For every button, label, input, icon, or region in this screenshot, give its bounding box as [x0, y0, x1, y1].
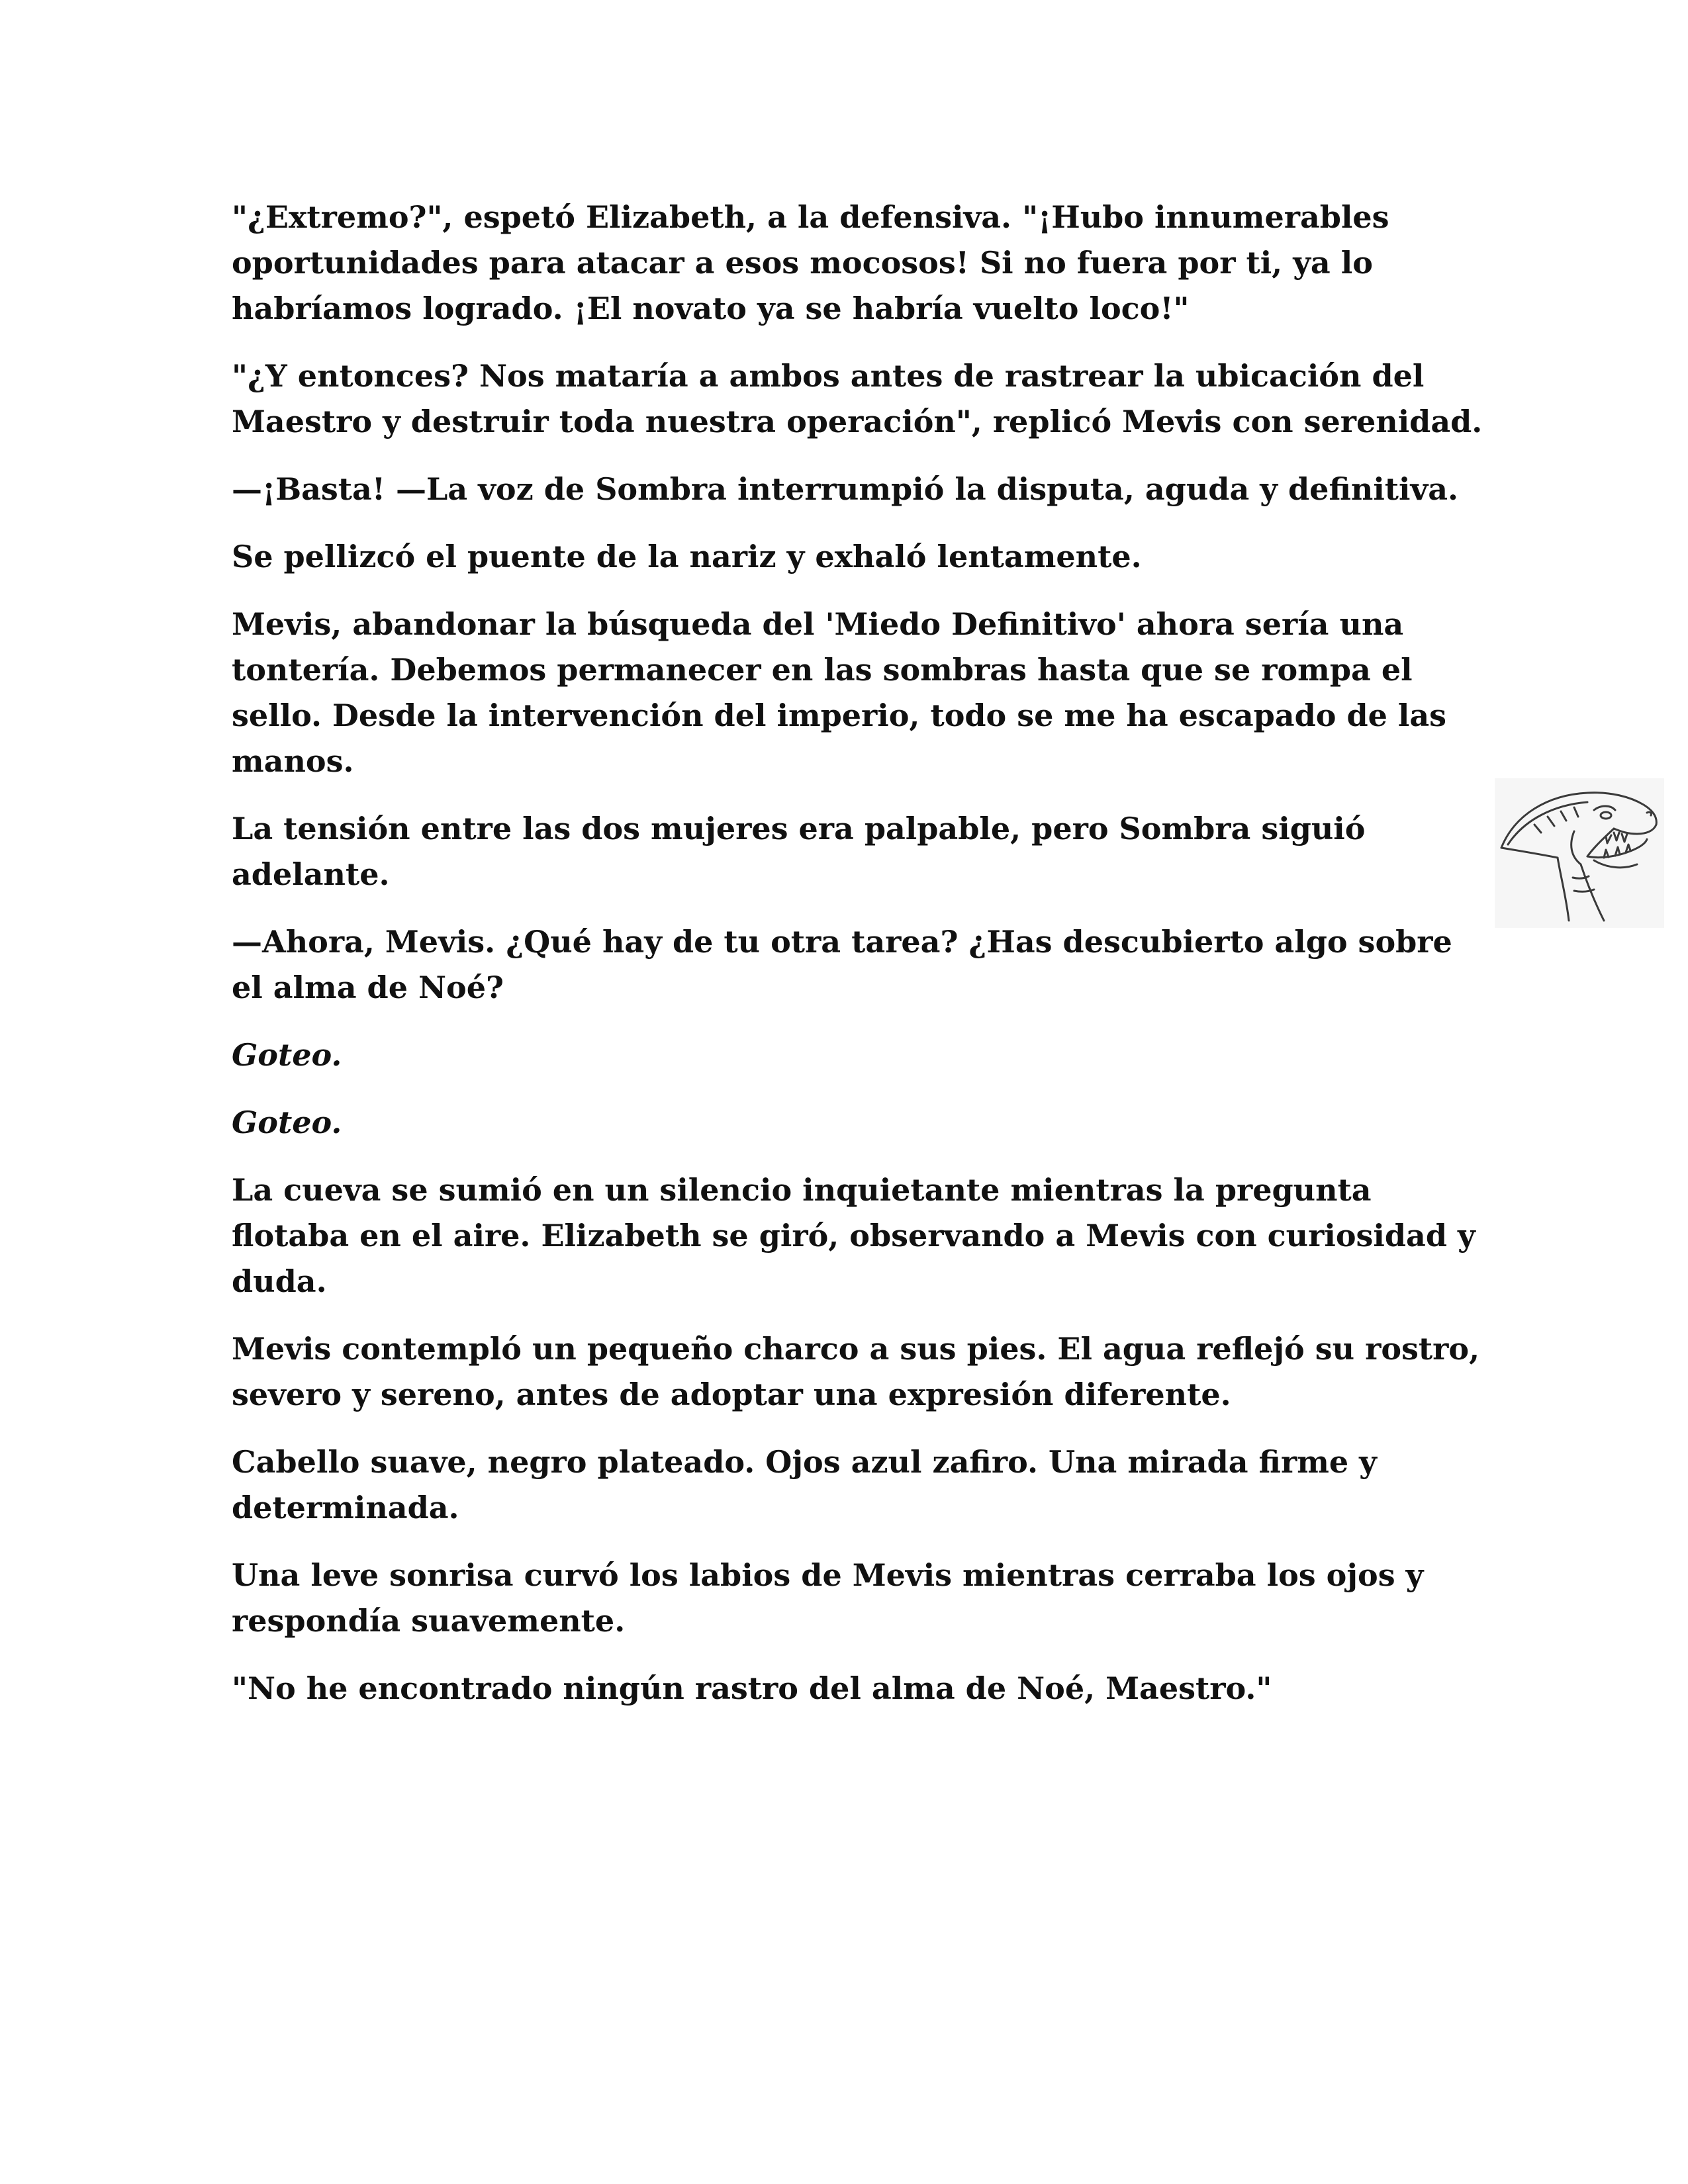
paragraph-3: —¡Basta! —La voz de Sombra interrumpió la disputa, aguda y definitiva.: [232, 471, 1459, 507]
paragraph-4: Se pellizcó el puente de la nariz y exhaló lentamente.: [232, 539, 1142, 574]
paragraph-8: Goteo.: [232, 1037, 342, 1073]
paragraph-13: Una leve sonrisa curvó los labios de Mevis mientras cerraba los ojos y respondía suavemente.: [232, 1557, 1424, 1639]
paragraph-11: Mevis contempló un pequeño charco a sus pies. El agua reflejó su rostro, severo y sereno, antes de adoptar una expresión diferente.: [232, 1331, 1480, 1412]
paragraph-5: Mevis, abandonar la búsqueda del 'Miedo Definitivo' ahora sería una tontería. Debemos permanecer en las sombras hasta que se rompa el sello. Desde la intervención del imperio, todo se me ha escapado de las manos.: [232, 606, 1447, 779]
paragraph-7: —Ahora, Mevis. ¿Qué hay de tu otra tarea? ¿Has descubierto algo sobre el alma de Noé?: [232, 924, 1452, 1005]
paragraph-12: Cabello suave, negro plateado. Ojos azul zafiro. Una mirada firme y determinada.: [232, 1444, 1377, 1525]
paragraph-9: Goteo.: [232, 1105, 342, 1140]
document-body: [232, 195, 1489, 1733]
dinosaur-head-icon: [1495, 778, 1664, 928]
paragraph-1: "¿Extremo?", espetó Elizabeth, a la defensiva. "¡Hubo innumerables oportunidades para atacar a esos mocosos! Si no fuera por ti, ya lo habríamos logrado. ¡El novato ya se habría vuelto loco!": [232, 199, 1389, 326]
paragraph-14: "No he encontrado ningún rastro del alma de Noé, Maestro.": [232, 1670, 1272, 1706]
paragraph-2: "¿Y entonces? Nos mataría a ambos antes de rastrear la ubicación del Maestro y destruir toda nuestra operación", replicó Mevis con serenidad.: [232, 358, 1483, 439]
paragraph-10: La cueva se sumió en un silencio inquietante mientras la pregunta flotaba en el aire. Elizabeth se giró, observando a Mevis con curiosidad y duda.: [232, 1172, 1476, 1299]
paragraph-6: La tensión entre las dos mujeres era palpable, pero Sombra siguió adelante.: [232, 811, 1366, 892]
